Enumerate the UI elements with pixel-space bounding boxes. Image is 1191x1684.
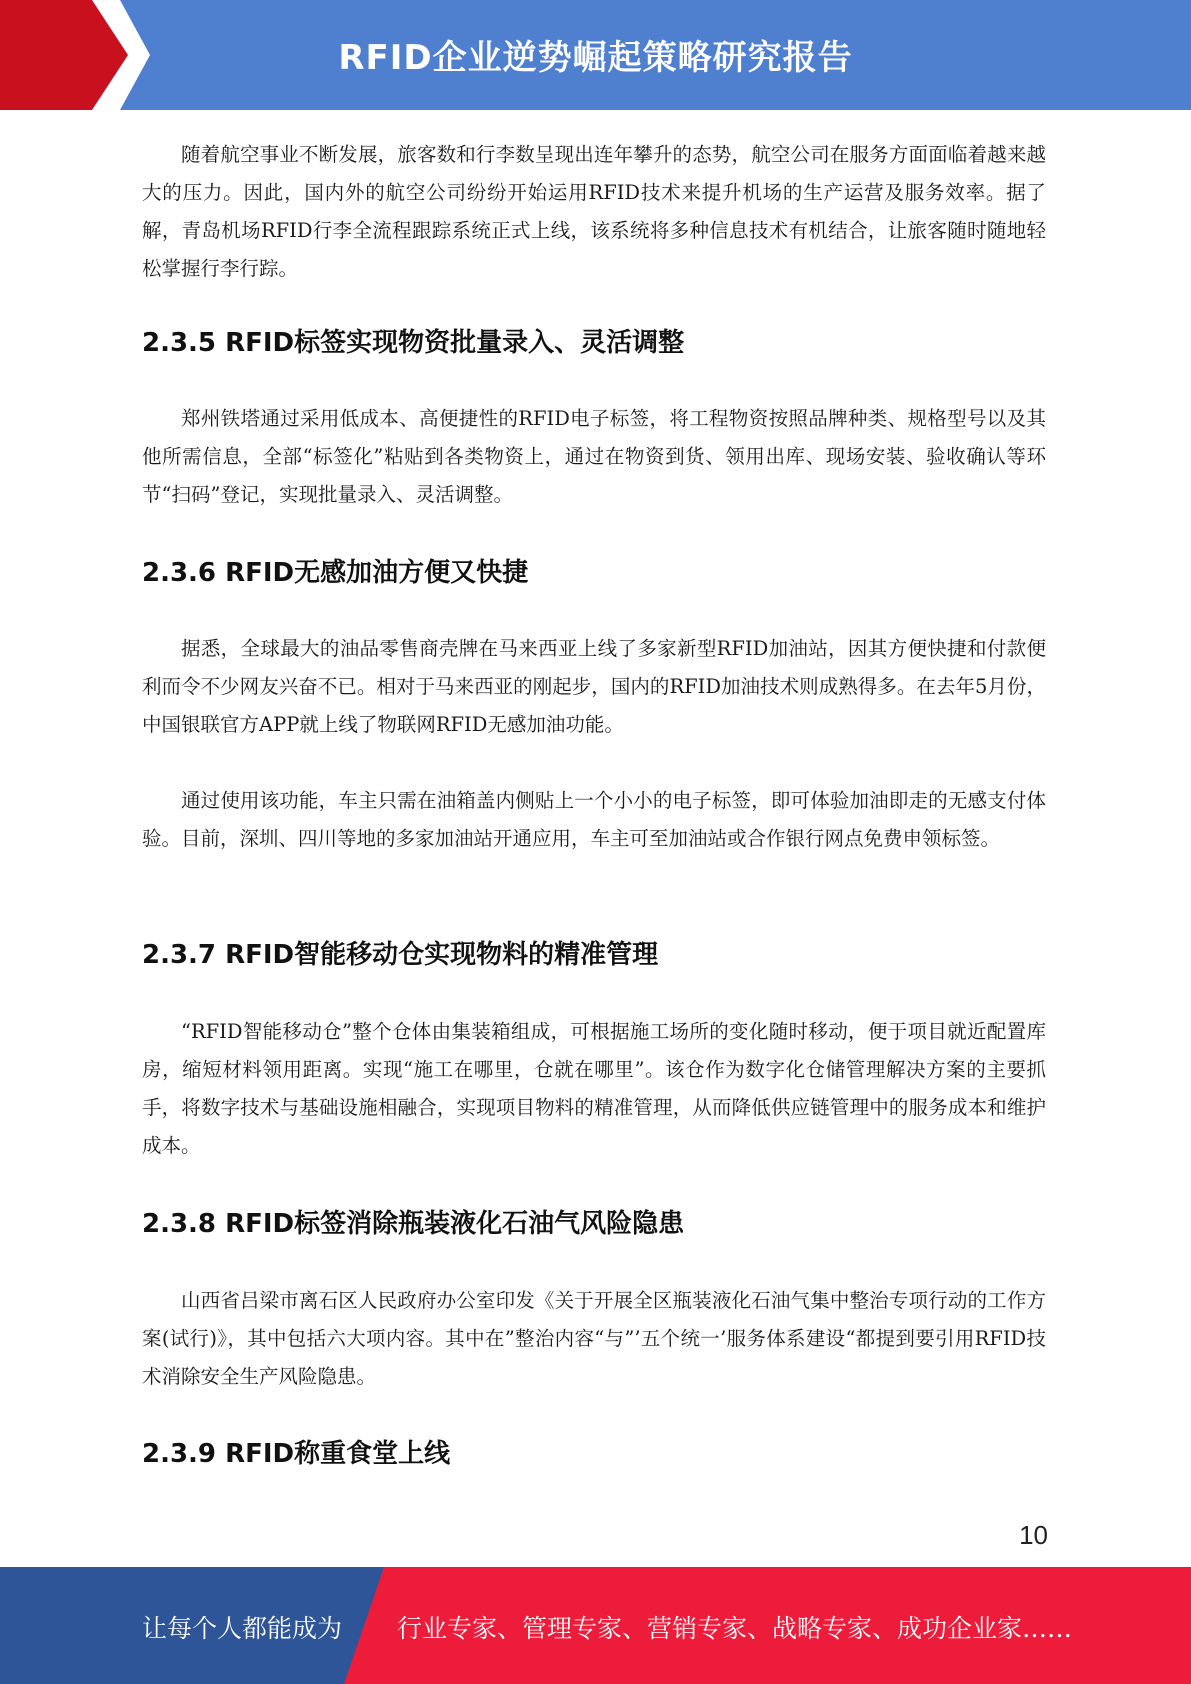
section-heading-2-3-5: 2.3.5 RFID标签实现物资批量录入、灵活调整 bbox=[142, 328, 685, 358]
section-paragraph: 通过使用该功能，车主只需在油箱盖内侧贴上一个小小的电子标签，即可体验加油即走的无感支付体验。目前，深圳、四川等地的多家加油站开通应用，车主可至加油站或合作银行网点免费申领标签。 bbox=[142, 789, 1046, 850]
section-heading-2-3-6: 2.3.6 RFID无感加油方便又快捷 bbox=[142, 558, 529, 588]
footer-slogan-right: 行业专家、管理专家、营销专家、战略专家、成功企业家…… bbox=[397, 1614, 1073, 1643]
intro-paragraph: 随着航空事业不断发展，旅客数和行李数呈现出连年攀升的态势，航空公司在服务方面面临着越来越大的压力。因此，国内外的航空公司纷纷开始运用RFID技术来提升机场的生产运营及服务效率。据了解，青岛机场RFID行李全流程跟踪系统正式上线，该系统将多种信息技术有机结合，让旅客随时随地轻松掌握行李行踪。 bbox=[142, 143, 1046, 280]
section-paragraph: “RFID智能移动仓”整个仓体由集装箱组成，可根据施工场所的变化随时移动，便于项目就近配置库房，缩短材料领用距离。实现“施工在哪里，仓就在哪里”。该仓作为数字化仓储管理解决方案的主要抓手，将数字技术与基础设施相融合，实现项目物料的精准管理，从而降低供应链管理中的服务成本和维护成本。 bbox=[142, 1020, 1046, 1157]
page-header bbox=[0, 0, 1191, 110]
section-paragraph: 山西省吕梁市离石区人民政府办公室印发《关于开展全区瓶装液化石油气集中整治专项行动的工作方案(试行)》，其中包括六大项内容。其中在”整治内容“与”’五个统一’服务体系建设“都提到要引用RFID技术消除安全生产风险隐患。 bbox=[142, 1289, 1046, 1388]
section-paragraph: 郑州铁塔通过采用低成本、高便捷性的RFID电子标签，将工程物资按照品牌种类、规格型号以及其他所需信息，全部“标签化”粘贴到各类物资上，通过在物资到货、领用出库、现场安装、验收确认等环节“扫码”登记，实现批量录入、灵活调整。 bbox=[142, 407, 1046, 506]
page-footer bbox=[0, 1567, 1191, 1684]
section-heading-2-3-7: 2.3.7 RFID智能移动仓实现物料的精准管理 bbox=[142, 940, 659, 970]
footer-slogan-left: 让每个人都能成为 bbox=[142, 1614, 343, 1643]
report-title: RFID企业逆势崛起策略研究报告 bbox=[338, 38, 853, 78]
section-heading-2-3-9: 2.3.9 RFID称重食堂上线 bbox=[142, 1439, 451, 1469]
page-number: 10 bbox=[1019, 1520, 1048, 1550]
section-heading-2-3-8: 2.3.8 RFID标签消除瓶装液化石油气风险隐患 bbox=[142, 1209, 685, 1239]
section-paragraph: 据悉，全球最大的油品零售商壳牌在马来西亚上线了多家新型RFID加油站，因其方便快捷和付款便利而令不少网友兴奋不已。相对于马来西亚的刚起步，国内的RFID加油技术则成熟得多。在去年5月份，中国银联官方APP就上线了物联网RFID无感加油功能。 bbox=[142, 637, 1046, 736]
